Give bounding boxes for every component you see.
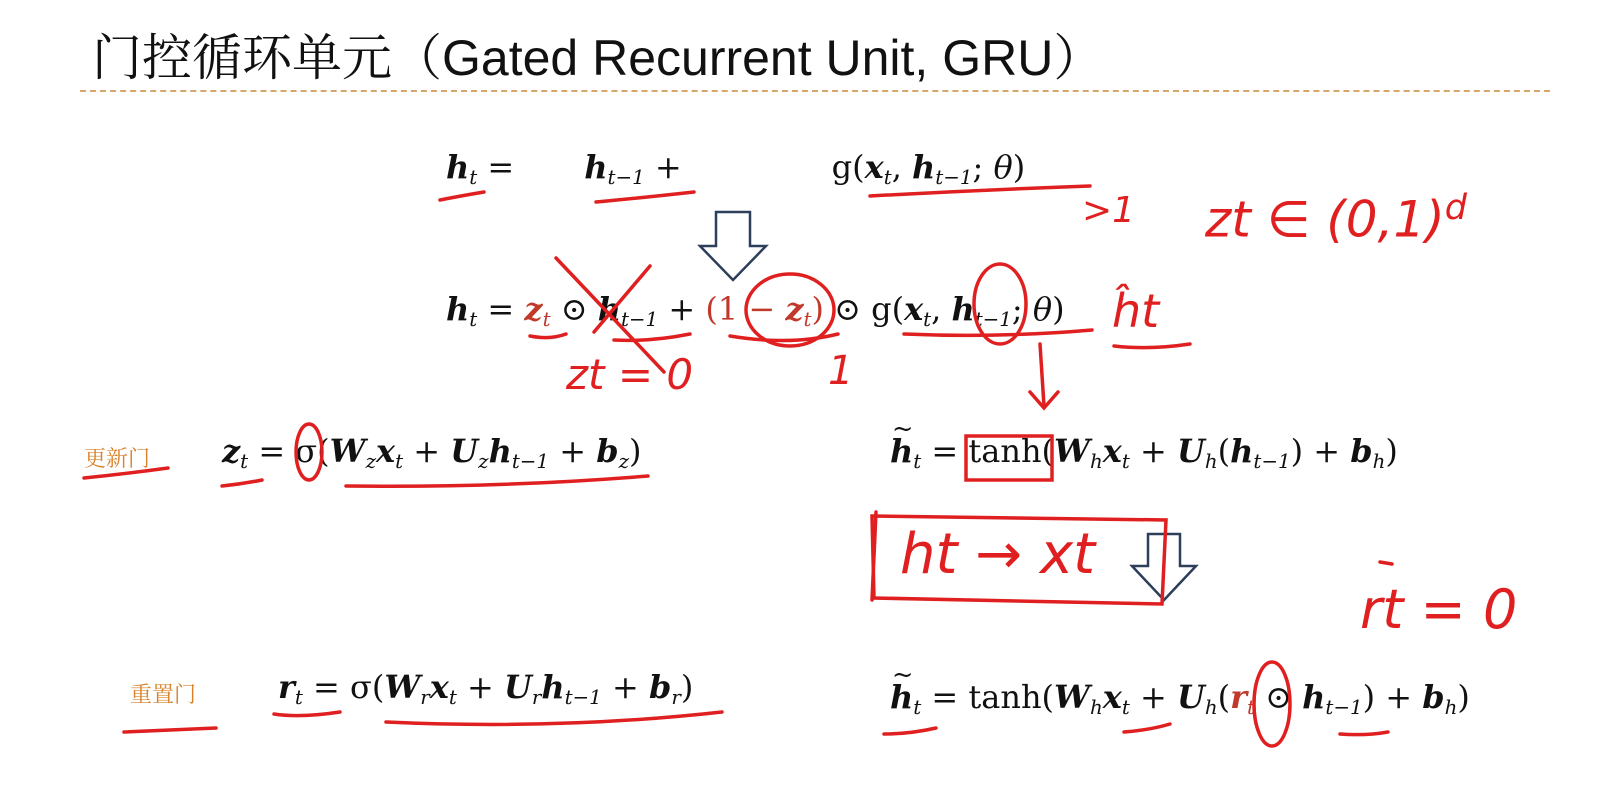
- equation-candidate-reset: ~ $h_t = \tanh(W_hx_t + U_h(r_t$ ⊙ $h_{t-1}) + b_h$): [890, 678, 1470, 719]
- page-title: 门控循环单元（Gated Recurrent Unit, GRU）: [92, 30, 1104, 86]
- reset-gate-label: 重置门: [130, 683, 197, 708]
- annotation-greater-than-one: >1: [1082, 190, 1136, 231]
- annotation-one: 1: [828, 348, 854, 394]
- equation-candidate-state: ~ $h_t = \tanh(W_hx_t + U_h(h_{t-1}) + b_h)$: [890, 432, 1398, 473]
- annotation-ht-hat: ĥt: [1112, 284, 1160, 338]
- title-divider: [80, 90, 1550, 92]
- annotation-rt-zero: rt = 0: [1360, 578, 1518, 641]
- equation-residual: $h_t = h_{t-1} + g(x_t$, $h_{t-1}$; θ): [446, 148, 1026, 189]
- equation-update-gate: $z_t = \sigma(W_zx_t + U_zh_{t-1} + b_z)$: [222, 432, 642, 473]
- down-arrow-icon: [700, 212, 766, 280]
- update-gate-label: 更新门: [84, 447, 151, 472]
- equation-gated: $h_t = z_t$ ⊙ $h_{t-1} + (1 - z_t)$ ⊙ $g(x_t$, $h_{t-1}$; θ): [446, 290, 1065, 331]
- annotation-ht-to-xt: ht → xt: [900, 522, 1096, 587]
- annotation-zt-range: zt ∈ $(0,1)^d$: [1205, 188, 1467, 249]
- equation-reset-gate: $r_t = \sigma(W_rx_t + U_rh_{t-1} + b_r)$: [278, 668, 694, 709]
- annotation-zt-zero: zt = 0: [566, 350, 694, 399]
- down-arrow-icon: [1132, 534, 1196, 600]
